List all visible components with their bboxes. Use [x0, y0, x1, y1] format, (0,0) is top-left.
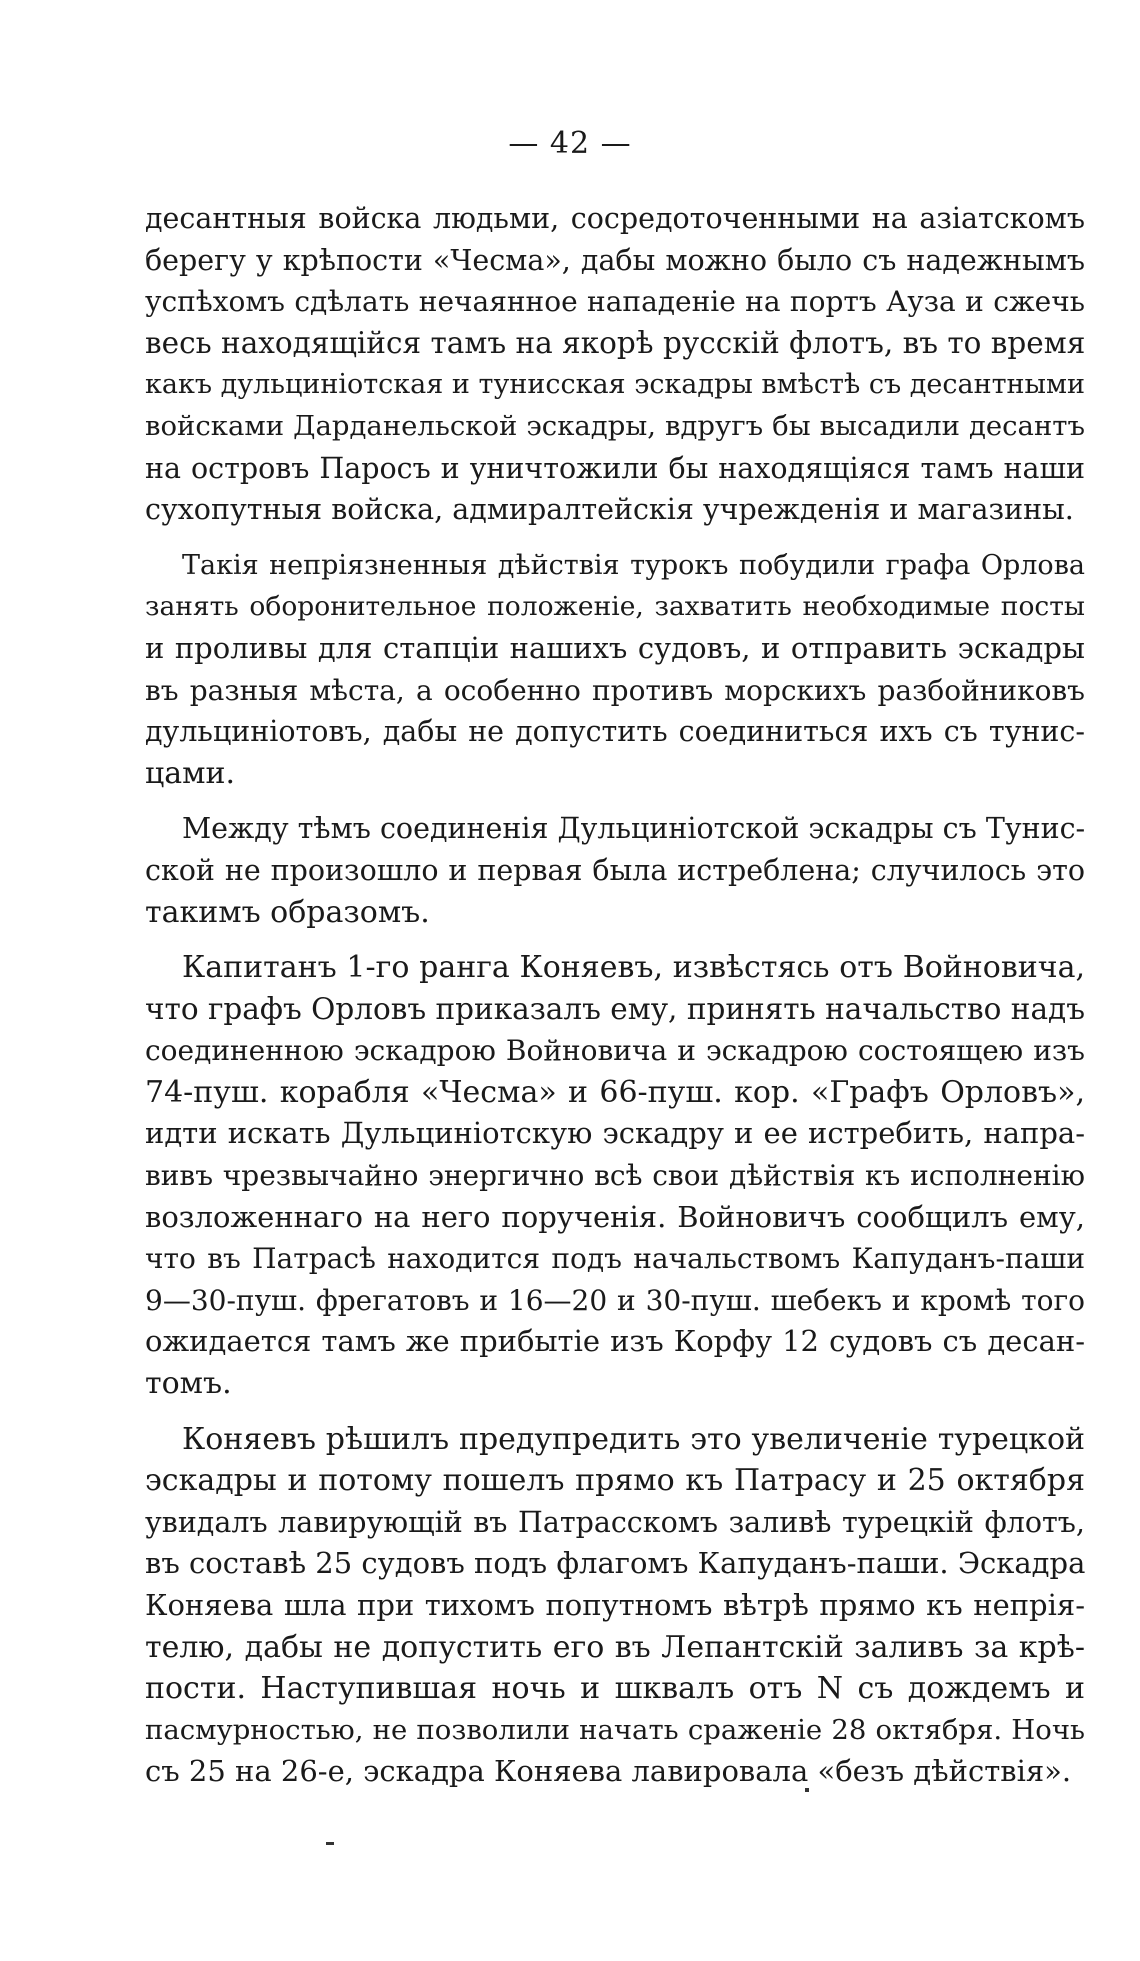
paragraph-1: [145, 198, 1085, 531]
paragraph-5: [145, 1419, 1085, 1793]
text-line: берегу у крѣпости «Чесма», дабы можно было съ надежнымъ: [145, 243, 1085, 277]
text-line: что графъ Орловъ приказалъ ему, принять начальство надъ: [145, 991, 1085, 1026]
text-line: съ 25 на 26-е, эскадра Коняева лавировала «безъ дѣйствія».: [145, 1754, 1072, 1789]
text-line: весь находящійся тамъ на якорѣ русскій флотъ, въ то время: [145, 325, 1085, 360]
text-line: телю, дабы не допустить его въ Лепантскій заливъ за крѣ-: [145, 1629, 1085, 1665]
text-line: Такія непріязненныя дѣйствія турокъ побудили графа Орлова: [182, 549, 1085, 581]
print-speck: [805, 1788, 809, 1792]
text-line: на островъ Паросъ и уничтожили бы находящіяся тамъ наши: [145, 451, 1085, 485]
text-line: Коняевъ рѣшилъ предупредить это увеличеніе турецкой: [182, 1421, 1085, 1457]
text-line: занять оборонительное положеніе, захватить необходимые посты: [145, 591, 1085, 623]
text-line: 9—30-пуш. фрегатовъ и 16—20 и 30-пуш. шебекъ и кромѣ того: [145, 1283, 1085, 1317]
text-line: въ разныя мѣста, а особенно противъ морскихъ разбойниковъ: [145, 673, 1085, 707]
text-line: такимъ образомъ.: [145, 894, 430, 930]
text-line: Между тѣмъ соединенія Дульциніотской эскадры съ Тунис-: [182, 812, 1085, 846]
text-line: томъ.: [145, 1366, 232, 1402]
text-line: и проливы для стапціи нашихъ судовъ, и отправить эскадры: [145, 630, 1085, 665]
text-line: возложеннаго на него порученія. Войновичъ сообщилъ ему,: [145, 1199, 1085, 1234]
body-text: [145, 198, 1085, 1793]
text-line: увидалъ лавирующій въ Патрасскомъ заливѣ турецкій флотъ,: [145, 1505, 1085, 1539]
text-line: сухопутныя войска, адмиралтейскія учрежденія и магазины.: [145, 493, 1074, 527]
text-line: какъ дульциніотская и тунисская эскадры вмѣстѣ съ десантными: [145, 369, 1085, 401]
text-line: успѣхомъ сдѣлать нечаянное нападеніе на портъ Ауза и сжечь: [145, 285, 1085, 319]
text-line: что въ Патрасѣ находится подъ начальствомъ Капуданъ-паши: [145, 1242, 1085, 1276]
text-line: идти искать Дульциніотскую эскадру и ее истребить, напра-: [145, 1116, 1085, 1151]
print-speck: [326, 1842, 334, 1845]
text-line: десантныя войска людьми, сосредоточенными на азіатскомъ: [145, 202, 1085, 235]
paragraph-3: [145, 808, 1085, 933]
text-line: пасмурностью, не позволили начать сраженіе 28 октября. Ночь: [145, 1713, 1085, 1746]
text-line: Капитанъ 1-го ранга Коняевъ, извѣстясь отъ Войновича,: [182, 950, 1085, 986]
page-number: — 42 —: [508, 126, 632, 161]
text-line: дульциніотовъ, дабы не допустить соединиться ихъ съ тунис-: [145, 715, 1085, 749]
text-line: пости. Наступившая ночь и шквалъ отъ N съ дождемъ и: [145, 1671, 1085, 1707]
text-line: ской не произошло и первая была истреблена; случилось это: [145, 853, 1085, 887]
text-line: эскадры и потому пошелъ прямо къ Патрасу и 25 октября: [145, 1463, 1085, 1499]
text-line: въ составѣ 25 судовъ подъ флагомъ Капуданъ-паши. Эскадра: [145, 1546, 1085, 1581]
text-line: соединенною эскадрою Войновича и эскадрою состоящею изъ: [145, 1034, 1085, 1068]
text-line: войсками Дарданельской эскадры, вдругъ бы высадили десантъ: [145, 409, 1085, 442]
text-line: цами.: [145, 755, 236, 791]
text-line: 74-пуш. корабля «Чесма» и 66-пуш. кор. «Графъ Орловъ»,: [145, 1074, 1085, 1110]
text-line: Коняева шла при тихомъ попутномъ вѣтрѣ прямо къ непрія-: [145, 1588, 1085, 1622]
paragraph-2: [145, 545, 1085, 795]
text-line: вивъ чрезвычайно энергично всѣ свои дѣйствія къ исполненію: [145, 1159, 1085, 1193]
paragraph-4: [145, 947, 1085, 1405]
text-line: ожидается тамъ же прибытіе изъ Корфу 12 судовъ съ десан-: [145, 1324, 1085, 1359]
